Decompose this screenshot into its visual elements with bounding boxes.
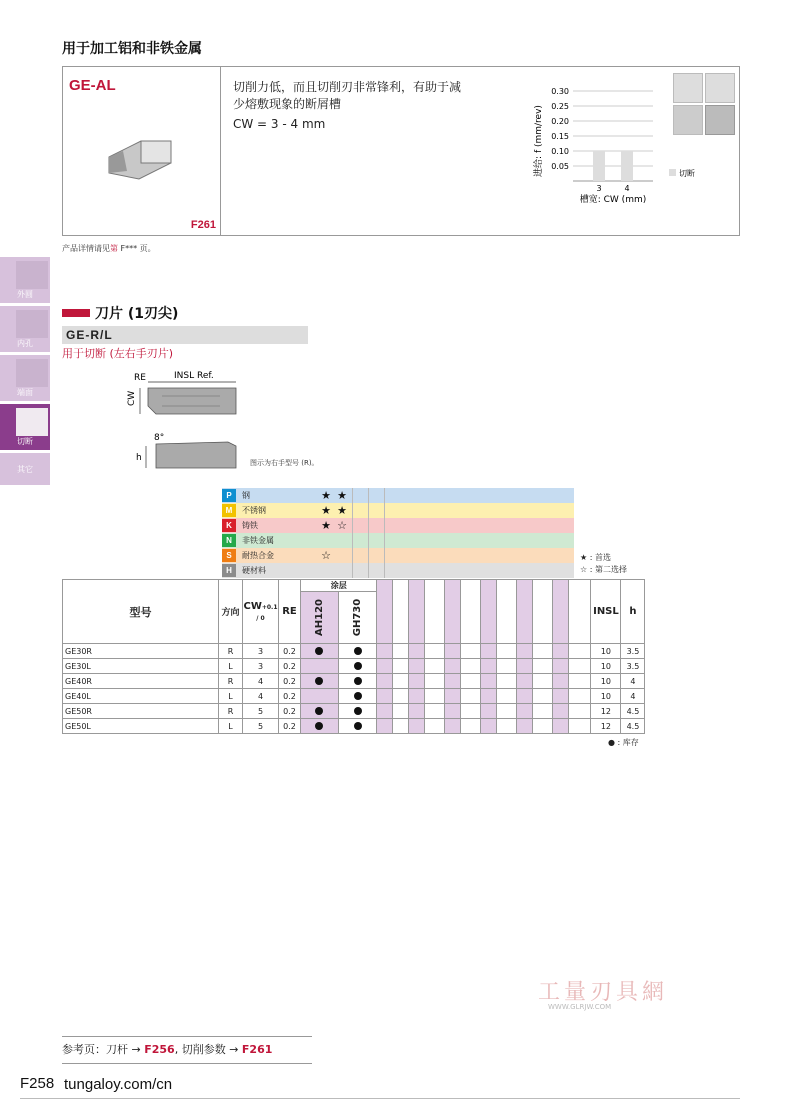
insert-dimension-diagram bbox=[120, 366, 250, 476]
cell-model: GE30R bbox=[63, 644, 219, 659]
footer-divider-2 bbox=[62, 1063, 312, 1064]
cell-insl: 12 bbox=[591, 704, 621, 719]
material-name: 铸铁 bbox=[242, 521, 258, 530]
material-name: 不锈钢 bbox=[242, 506, 266, 515]
table-row bbox=[63, 644, 645, 659]
material-row bbox=[222, 548, 574, 563]
legend-first: ★ : 首选 bbox=[580, 553, 611, 562]
material-grade-gh730 bbox=[334, 563, 350, 578]
cell-ah120 bbox=[301, 674, 339, 689]
cell-cw: 5 bbox=[243, 704, 279, 719]
col-re: RE bbox=[279, 580, 301, 644]
cell-h: 4.5 bbox=[621, 719, 645, 734]
material-grade-gh730 bbox=[334, 533, 350, 548]
boring-icon bbox=[705, 73, 735, 103]
section-model: GE-R/L bbox=[62, 326, 308, 344]
material-name: 耐热合金 bbox=[242, 551, 274, 560]
legend-second: ☆ : 第二选择 bbox=[580, 565, 627, 574]
material-row bbox=[222, 533, 574, 548]
cell-ah120 bbox=[301, 659, 339, 674]
cell-ah120 bbox=[301, 644, 339, 659]
ge-al-description: 切削力低，而且切削刃非常锋利，有助于减少熔敷现象的断屑槽 bbox=[233, 80, 462, 111]
feed-chart bbox=[463, 81, 695, 221]
side-tab-internal[interactable]: 内孔 bbox=[0, 306, 50, 352]
cell-dir: L bbox=[219, 659, 243, 674]
dim-cw-label: CW bbox=[127, 390, 137, 406]
dim-insl-label: INSL Ref. bbox=[174, 371, 214, 381]
col-model: 型号 bbox=[63, 580, 219, 644]
stock-dot-icon bbox=[354, 662, 362, 670]
cell-insl: 12 bbox=[591, 719, 621, 734]
material-grade-gh730: ★ bbox=[337, 504, 347, 517]
cell-gh730 bbox=[338, 689, 376, 704]
section-use: 用于切断 (左右手刃片) bbox=[62, 347, 174, 360]
chart-y-tick: 0.30 bbox=[551, 87, 569, 96]
cell-cw: 4 bbox=[243, 689, 279, 704]
cell-gh730 bbox=[338, 674, 376, 689]
dim-re-label: RE bbox=[134, 373, 146, 383]
chart-legend-swatch bbox=[669, 169, 676, 176]
cell-gh730 bbox=[338, 719, 376, 734]
table-row bbox=[63, 689, 645, 704]
cell-cw: 5 bbox=[243, 719, 279, 734]
stock-dot-icon bbox=[315, 707, 323, 715]
cell-ah120 bbox=[301, 689, 339, 704]
stock-dot-icon bbox=[315, 722, 323, 730]
cell-insl: 10 bbox=[591, 659, 621, 674]
material-code: M bbox=[222, 504, 236, 517]
material-grade-gh730: ★ bbox=[337, 489, 347, 502]
material-grade-ah120: ★ bbox=[321, 489, 331, 502]
dim-h-label: h bbox=[136, 453, 142, 463]
application-icons bbox=[671, 71, 737, 137]
ge-al-cw: CW = 3 - 4 mm bbox=[233, 117, 326, 131]
section-title: 刀片 (1刃尖) bbox=[95, 306, 179, 322]
detail-note: 产品详情请见第 F*** 页。 bbox=[62, 244, 156, 253]
chart-y-tick: 0.15 bbox=[551, 132, 569, 141]
material-grade-ah120: ★ bbox=[321, 519, 331, 532]
col-dir: 方向 bbox=[219, 580, 243, 644]
cell-dir: L bbox=[219, 689, 243, 704]
face-grooving-icon bbox=[705, 105, 735, 135]
cell-model: GE40R bbox=[63, 674, 219, 689]
cell-gh730 bbox=[338, 704, 376, 719]
stock-dot-icon bbox=[354, 722, 362, 730]
stock-dot-icon bbox=[354, 647, 362, 655]
side-tab-face[interactable]: 端面 bbox=[0, 355, 50, 401]
table-row bbox=[63, 704, 645, 719]
material-grade-ah120 bbox=[318, 533, 334, 548]
material-row bbox=[222, 563, 574, 578]
footer-ref-holder[interactable]: F256 bbox=[144, 1043, 175, 1056]
cell-re: 0.2 bbox=[279, 719, 301, 734]
side-tab-cutoff[interactable]: 切断 bbox=[0, 404, 50, 450]
chart-bar bbox=[621, 151, 633, 181]
ge-al-name: GE-AL bbox=[69, 77, 116, 94]
side-tab-other[interactable]: 其它 bbox=[0, 453, 50, 485]
col-insl: INSL bbox=[591, 580, 621, 644]
material-code: N bbox=[222, 534, 236, 547]
material-name: 硬材料 bbox=[242, 566, 266, 575]
page-title: 用于加工铝和非铁金属 bbox=[62, 41, 202, 57]
turning-icon bbox=[673, 73, 703, 103]
cell-model: GE30L bbox=[63, 659, 219, 674]
cell-model: GE50R bbox=[63, 704, 219, 719]
cell-model: GE40L bbox=[63, 689, 219, 704]
chart-bar bbox=[593, 151, 605, 181]
cutoff-icon bbox=[673, 105, 703, 135]
col-ah120: AH120 bbox=[301, 592, 339, 644]
dim-angle-label: 8° bbox=[154, 433, 165, 443]
material-grade-gh730 bbox=[334, 548, 350, 563]
legend-stock: ● : 库存 bbox=[608, 738, 639, 747]
material-grade-ah120: ☆ bbox=[321, 549, 331, 562]
cell-h: 4 bbox=[621, 689, 645, 704]
material-code: K bbox=[222, 519, 236, 532]
cell-insl: 10 bbox=[591, 674, 621, 689]
cell-h: 3.5 bbox=[621, 644, 645, 659]
material-name: 非铁金属 bbox=[242, 536, 274, 545]
material-row bbox=[222, 503, 574, 518]
bottom-rule bbox=[20, 1098, 740, 1099]
material-grade-ah120 bbox=[318, 563, 334, 578]
material-code: S bbox=[222, 549, 236, 562]
cell-ah120 bbox=[301, 704, 339, 719]
table-row bbox=[63, 674, 645, 689]
cell-re: 0.2 bbox=[279, 704, 301, 719]
ge-al-image-cell bbox=[63, 67, 221, 235]
product-table bbox=[62, 579, 645, 734]
col-cw: CW+0.1 / 0 bbox=[243, 580, 279, 644]
chart-x-tick: 4 bbox=[624, 184, 630, 193]
cell-gh730 bbox=[338, 644, 376, 659]
cell-re: 0.2 bbox=[279, 689, 301, 704]
material-name: 钢 bbox=[242, 491, 250, 500]
stock-dot-icon bbox=[315, 677, 323, 685]
footer-reference: 参考页：刀杆 → F256, 切削参数 → F261 bbox=[62, 1043, 273, 1056]
cell-h: 3.5 bbox=[621, 659, 645, 674]
cell-dir: L bbox=[219, 719, 243, 734]
page-number: F258 bbox=[20, 1075, 55, 1092]
col-h: h bbox=[621, 580, 645, 644]
stock-dot-icon bbox=[354, 677, 362, 685]
site-url[interactable]: tungaloy.com/cn bbox=[64, 1076, 173, 1093]
watermark: 工量刃具網 bbox=[538, 980, 669, 1005]
watermark-url: WWW.GLRJW.COM bbox=[548, 1003, 612, 1011]
material-code: H bbox=[222, 564, 236, 577]
cell-cw: 3 bbox=[243, 644, 279, 659]
side-tab-external[interactable]: 外圆 bbox=[0, 257, 50, 303]
cell-re: 0.2 bbox=[279, 674, 301, 689]
section-marker bbox=[62, 309, 90, 317]
cell-insl: 10 bbox=[591, 689, 621, 704]
footer-ref-params[interactable]: F261 bbox=[241, 1043, 273, 1056]
col-gh730: GH730 bbox=[338, 592, 376, 644]
cell-insl: 10 bbox=[591, 644, 621, 659]
chart-y-tick: 0.10 bbox=[551, 147, 569, 156]
cell-re: 0.2 bbox=[279, 659, 301, 674]
cell-model: GE50L bbox=[63, 719, 219, 734]
ge-al-page-ref[interactable]: F261 bbox=[190, 219, 216, 231]
cell-re: 0.2 bbox=[279, 644, 301, 659]
stock-dot-icon bbox=[354, 692, 362, 700]
diagram-note: 图示为右手型号 (R)。 bbox=[250, 459, 319, 467]
stock-dot-icon bbox=[315, 647, 323, 655]
ge-al-panel bbox=[62, 66, 740, 236]
material-grade-gh730: ☆ bbox=[337, 519, 347, 532]
cell-h: 4 bbox=[621, 674, 645, 689]
cell-cw: 4 bbox=[243, 674, 279, 689]
material-row bbox=[222, 488, 574, 503]
chart-y-tick: 0.20 bbox=[551, 117, 569, 126]
table-row bbox=[63, 719, 645, 734]
stock-dot-icon bbox=[354, 707, 362, 715]
chart-y-tick: 0.25 bbox=[551, 102, 569, 111]
material-code: P bbox=[222, 489, 236, 502]
cell-gh730 bbox=[338, 659, 376, 674]
chart-x-tick: 3 bbox=[596, 184, 602, 193]
chart-y-tick: 0.05 bbox=[551, 162, 569, 171]
insert-image-icon bbox=[101, 127, 181, 187]
chart-legend-label: 切断 bbox=[679, 169, 695, 178]
material-row bbox=[222, 518, 574, 533]
chart-y-label: 进给: f (mm/rev) bbox=[534, 105, 544, 177]
col-coating: 涂层 bbox=[301, 580, 377, 592]
footer-divider bbox=[62, 1036, 312, 1037]
cell-dir: R bbox=[219, 644, 243, 659]
cell-cw: 3 bbox=[243, 659, 279, 674]
cell-h: 4.5 bbox=[621, 704, 645, 719]
table-row bbox=[63, 659, 645, 674]
chart-x-label: 槽宽: CW (mm) bbox=[579, 195, 647, 205]
cell-dir: R bbox=[219, 674, 243, 689]
cell-ah120 bbox=[301, 719, 339, 734]
material-grade-ah120: ★ bbox=[321, 504, 331, 517]
cell-dir: R bbox=[219, 704, 243, 719]
